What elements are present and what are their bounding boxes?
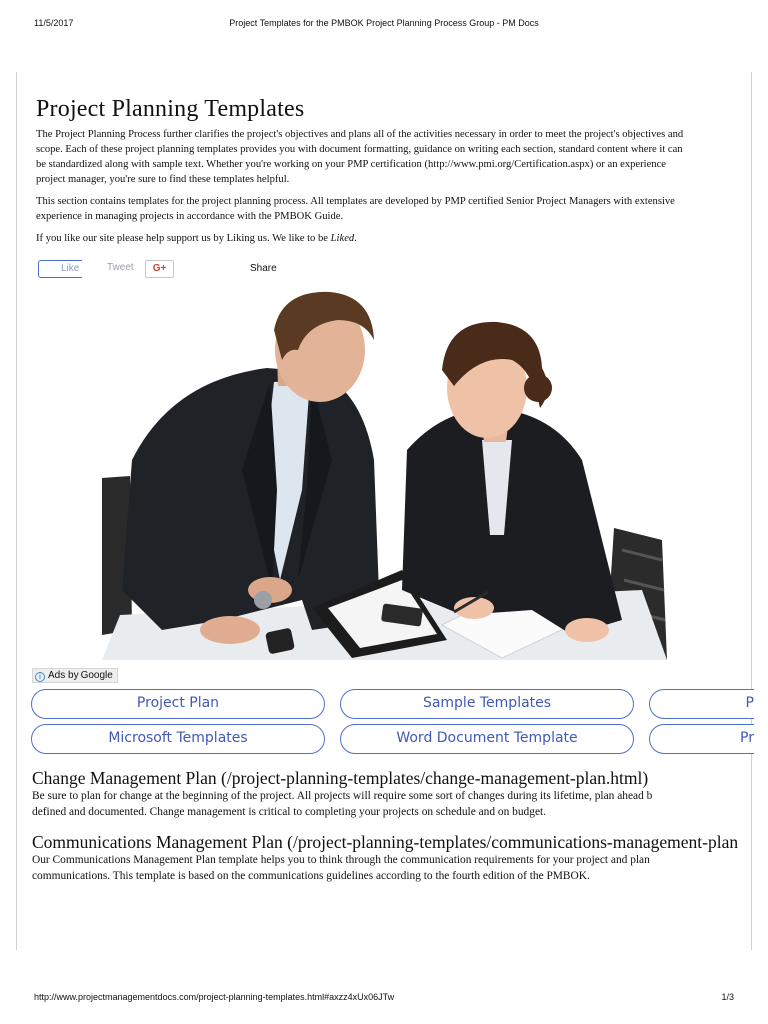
main-content [36, 94, 732, 246]
print-page-number: 1/3 [721, 992, 734, 1002]
page-title: Project Planning Templates [36, 96, 305, 122]
like-paragraph [36, 231, 732, 246]
like-text: If you like our site please help support us by Liking us. We like to be [36, 233, 328, 244]
like-period: . [354, 233, 357, 244]
page-border-left [16, 72, 17, 950]
photo-illustration [102, 290, 667, 660]
tweet-button[interactable]: Tweet [107, 262, 134, 273]
print-footer [0, 992, 768, 1006]
ad-link-truncated-2-label: Pr [740, 730, 754, 746]
social-bar [38, 259, 338, 281]
intro-line: scope. Each of these project planning templates provides you with document formatting, guidance on writing each section, standard content where it can [36, 144, 683, 155]
ad-link-project-plan[interactable]: Project Plan [31, 689, 325, 719]
print-date: 11/5/2017 [34, 18, 74, 28]
google-plus-button[interactable] [145, 260, 174, 278]
description-line: Be sure to plan for change at the beginning of the project. All projects will require some sort of changes during its lifetime, plan ahead b [32, 790, 653, 802]
ad-link-microsoft-templates[interactable]: Microsoft Templates [31, 724, 325, 754]
business-meeting-photo [102, 290, 667, 660]
section-paragraph [36, 194, 732, 224]
intro-line: be standardized along with sample text. Whether you're working on your PMP certification (http://www.pmi.org/Certification.aspx) or an experience [36, 159, 667, 170]
google-brand: Google [80, 670, 113, 681]
print-header [0, 18, 768, 32]
ad-link-truncated-label: P [745, 695, 754, 711]
print-url: http://www.projectmanagementdocs.com/project-planning-templates.html#axzz4xUx06JTw [34, 992, 395, 1002]
communications-management-plan-description [32, 852, 752, 884]
ads-label: Ads by [48, 670, 79, 681]
share-button[interactable]: Share [250, 263, 277, 274]
print-page-title: Project Templates for the PMBOK Project Planning Process Group - PM Docs [229, 18, 539, 28]
like-emphasis: Liked [330, 233, 355, 244]
like-label: Like [61, 263, 80, 274]
description-line: Our Communications Management Plan template helps you to think through the communication requirements for your project and plan [32, 854, 650, 866]
change-management-plan-link[interactable]: Change Management Plan (/project-planning-templates/change-management-plan.html) [32, 768, 649, 788]
facebook-like-button[interactable] [38, 260, 82, 278]
ad-link-sample-templates[interactable]: Sample Templates [340, 689, 634, 719]
info-icon: i [35, 672, 45, 682]
communications-management-plan-link[interactable]: Communications Management Plan (/project-planning-templates/communications-management-plan [32, 832, 739, 852]
google-plus-icon: G+ [152, 263, 167, 274]
description-line: communications. This template is based on the communications guidelines according to the fourth edition of the PMBOK. [32, 870, 590, 882]
intro-line: project manager, you're sure to find these templates helpful. [36, 174, 290, 185]
ad-link-truncated[interactable] [649, 689, 754, 719]
ads-by-google-badge[interactable] [32, 668, 118, 683]
intro-paragraph [36, 127, 732, 187]
section-line: This section contains templates for the project planning process. All templates are developed by PMP certified Senior Project Managers with extensive [36, 196, 675, 207]
description-line: defined and documented. Change management is critical to completing your projects on schedule and on budget. [32, 806, 547, 818]
intro-line: The Project Planning Process further clarifies the project's objectives and plans all of the activities necessary in order to meet the project's objectives and [36, 129, 684, 140]
section-line: experience in managing projects in accordance with the PMBOK Guide. [36, 211, 344, 222]
ad-link-truncated-2[interactable] [649, 724, 754, 754]
ad-link-word-document-template[interactable]: Word Document Template [340, 724, 634, 754]
change-management-plan-description [32, 788, 752, 820]
